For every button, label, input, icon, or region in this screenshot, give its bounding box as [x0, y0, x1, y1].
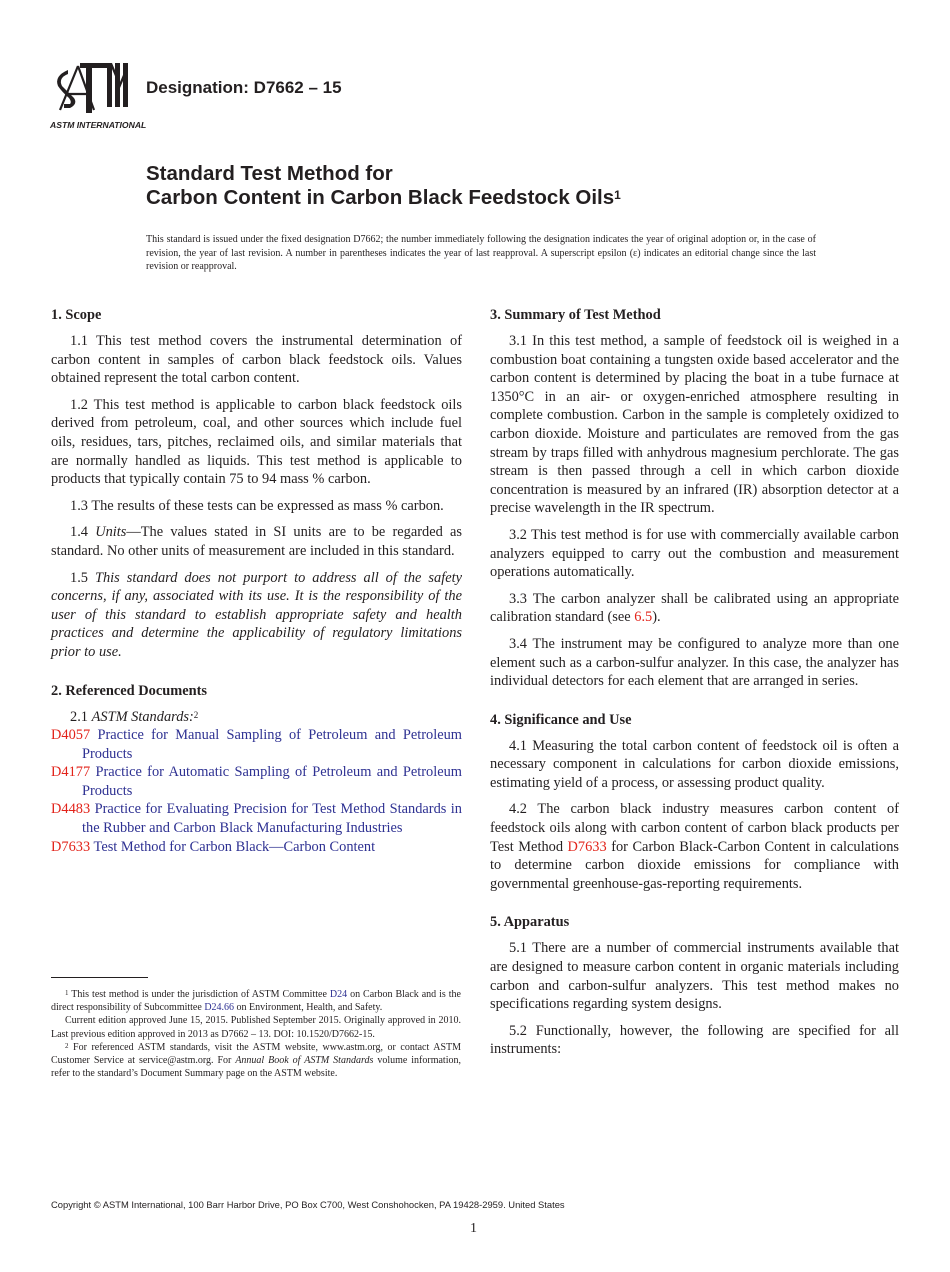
- reference-item: [51, 838, 462, 857]
- p1-4-units: Units: [95, 524, 127, 541]
- subcommittee-link[interactable]: D24.66: [204, 1002, 235, 1014]
- footnote-2: [51, 1041, 461, 1081]
- title-footnote-marker[interactable]: 1: [614, 188, 621, 202]
- p2-1-number: 2.1: [70, 708, 92, 725]
- logo-text: ASTM INTERNATIONAL: [50, 120, 147, 130]
- section-heading-scope: 1. Scope: [51, 307, 102, 323]
- reference-code-link[interactable]: D4057: [51, 727, 91, 744]
- title-line-2-text: Carbon Content in Carbon Black Feedstock Oils: [146, 186, 615, 209]
- paragraph-1-3: 1.3 The results of these tests can be expressed as mass % carbon.: [70, 497, 444, 514]
- paragraph-5-2: 5.2 Functionally, however, the following are specified for all instruments:: [490, 1022, 899, 1058]
- footnote-1-marker: 1: [65, 989, 69, 997]
- paragraph-1-4: [51, 523, 462, 560]
- footnote-current-edition: Current edition approved June 15, 2015. Published September 2015. Originally approved in 2010. Last previous edition approved in 2013 as D7662 – 13. DOI: 10.1520/D7662-15.: [51, 1015, 461, 1040]
- copyright-notice: Copyright © ASTM International, 100 Barr Harbor Drive, PO Box C700, West Conshohocken, PA 19428-2959. United States: [51, 1199, 565, 1210]
- paragraph-4-2: [490, 800, 899, 893]
- footnote-1-text-c: on Environment, Health, and Safety.: [234, 1002, 383, 1014]
- reference-item: [51, 800, 462, 837]
- paragraph-5-1: 5.1 There are a number of commercial instruments available that are designed to measure carbon content in organic materials including carbon and carbon-sulfur analyzers. This test method makes no specifications regarding system designs.: [490, 940, 899, 1013]
- paragraph-3-4: 3.4 The instrument may be configured to analyze more than one element such as a carbon-sulfur analyzer. In this case, the analyzer has individual detectors for each element that are arranged in series.: [490, 635, 899, 690]
- document-title: [146, 162, 621, 210]
- p3-3-text-b: ).: [652, 609, 661, 626]
- footnote-2-text-a: For referenced ASTM standards, visit the ASTM website, www.astm.org, or contact ASTM Customer Service at service@astm.org. For: [51, 1041, 462, 1067]
- reference-title-link[interactable]: Test Method for Carbon Black—Carbon Content: [93, 838, 376, 855]
- p2-1-label: ASTM Standards:: [91, 708, 194, 725]
- paragraph-3-2: 3.2 This test method is for use with commercially available carbon analyzers equipped to carry out the combustion and measurement operations automatically.: [490, 526, 899, 581]
- reference-item: [51, 726, 462, 763]
- astm-logo-icon: [50, 60, 147, 132]
- paragraph-1-5: [51, 569, 462, 662]
- p1-5-number: 1.5: [70, 569, 95, 586]
- p2-1-footnote-marker[interactable]: 2: [193, 709, 199, 720]
- p3-3-text-a: 3.3 The carbon analyzer shall be calibrated using an appropriate calibration standard (see: [490, 590, 899, 626]
- footnote-1-text-a: This test method is under the jurisdiction of ASTM Committee: [71, 989, 330, 1000]
- right-column: [490, 306, 899, 1067]
- designation: Designation: D7662 – 15: [146, 78, 342, 97]
- p1-4-number: 1.4: [70, 524, 96, 541]
- reference-title-link[interactable]: Practice for Evaluating Precision for Test Method Standards in the Rubber and Carbon Black Manufacturing Industries: [82, 801, 462, 837]
- paragraph-3-1: 3.1 In this test method, a sample of feedstock oil is weighed in a combustion boat containing a tungsten oxide based accelerator and the carbon content is determined by placing the boat in a tube furnace at 1350°C in an air- or oxygen-enriched atmosphere resulting in complete combustion. Carbon in the sample is completely oxidized to carbon dioxide. Moisture and particulates are removed from the gas stream by traps filled with anhydrous magnesium perchlorate. The gas stream is then passed through a cell in which carbon dioxide concentration is measured by an infrared (IR) absorption detector at a precise wavelength in the IR spectrum.: [490, 333, 899, 517]
- d7633-link[interactable]: D7633: [567, 838, 607, 855]
- footnote-2-book-title: Annual Book of ASTM Standards: [235, 1055, 374, 1067]
- section-heading-significance: 4. Significance and Use: [490, 711, 632, 728]
- paragraph-1-2: 1.2 This test method is applicable to carbon black feedstock oils derived from petroleum, coal, and other sources which include fuel oils, residues, tars, pitches, reclaimed oils, and similar materials that are normally handled as liquids. This test method is applicable to products that typically contain 75 to 94 mass % carbon.: [51, 396, 462, 488]
- section-heading-summary: 3. Summary of Test Method: [490, 307, 661, 323]
- paragraph-1-1: 1.1 This test method covers the instrumental determination of carbon content in samples of carbon black feedstock oils. Values obtained represent the total carbon content.: [51, 333, 462, 387]
- committee-link[interactable]: D24: [329, 989, 348, 1000]
- footnote-divider: [51, 977, 148, 978]
- p4-2-text-b: for Carbon Black-Carbon Content in calculations to determine carbon dioxide emissions for compliance with governmental greenhouse-gas-reporting requirements.: [490, 838, 899, 892]
- reference-item: [51, 763, 462, 800]
- p1-4-text: —The values stated in SI units are to be regarded as standard. No other units of measurement are included in this standard.: [51, 524, 462, 559]
- page-number: 1: [470, 1221, 477, 1236]
- paragraph-3-3: [490, 590, 899, 627]
- footnote-2-marker: 2: [65, 1041, 69, 1050]
- footnote-1-text-b: on Carbon Black and is the direct responsibility of Subcommittee: [51, 989, 461, 1014]
- title-line-1: Standard Test Method for: [146, 162, 393, 185]
- p1-5-text: This standard does not purport to address all of the safety concerns, if any, associated with its use. It is the responsibility of the user of this standard to establish appropriate safety and health practices and determine the applicability of regulatory limitations prior to use.: [51, 569, 462, 660]
- footnote-1: [51, 988, 461, 1014]
- issue-note: This standard is issued under the fixed designation D7662; the number immediately following the designation indicates the year of original adoption or, in the case of revision, the year of last revision. A number in parentheses indicates the year of last reapproval. A superscript epsilon (ε) indicates an editorial change since the last revision or reapproval.: [146, 234, 816, 272]
- reference-code-link[interactable]: D4483: [51, 801, 91, 818]
- reference-code-link[interactable]: D7633: [51, 838, 91, 855]
- reference-title-link[interactable]: Practice for Automatic Sampling of Petroleum and Petroleum Products: [82, 764, 462, 799]
- section-heading-referenced-documents: 2. Referenced Documents: [51, 682, 207, 699]
- section-heading-apparatus: 5. Apparatus: [490, 914, 570, 931]
- reference-title-link[interactable]: Practice for Manual Sampling of Petroleum and Petroleum Products: [82, 727, 462, 762]
- left-column: [51, 306, 462, 856]
- astm-logo: [50, 60, 147, 132]
- paragraph-2-1: [51, 708, 462, 727]
- paragraph-4-1: 4.1 Measuring the total carbon content of feedstock oil is often a necessary component in calculations for carbon dioxide emissions, estimating yield of a process, or assessing product quality.: [490, 737, 899, 791]
- reference-list: [51, 726, 462, 856]
- p4-2-text-a: 4.2 The carbon black industry measures carbon content of feedstock oils along with carbon content of carbon black products per Test Method: [490, 801, 899, 855]
- title-line-2: [146, 186, 621, 210]
- section-6-5-link[interactable]: 6.5: [634, 609, 653, 626]
- reference-code-link[interactable]: D4177: [51, 764, 91, 781]
- footnotes: [51, 988, 461, 1080]
- footnote-2-text-b: volume information, refer to the standard’s Document Summary page on the ASTM website.: [51, 1055, 461, 1080]
